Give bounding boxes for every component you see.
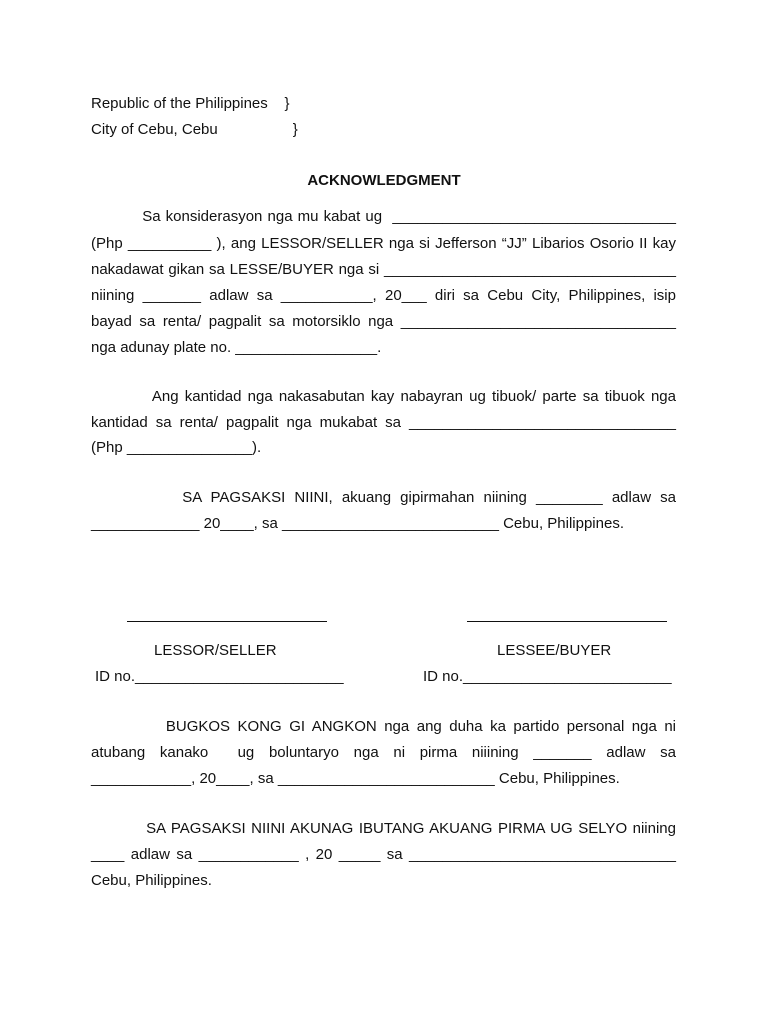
lessee-signature-line: [467, 621, 667, 622]
para1-line1: Sa konsiderasyon nga mu kabat ug __________________________________: [91, 208, 676, 225]
para1-line2: (Php __________ ), ang LESSOR/SELLER nga si Jefferson “JJ” Libarios Osorio II kay: [91, 235, 676, 252]
para1-line6: nga adunay plate no. _________________.: [91, 339, 382, 356]
para4-line2: atubang kanako ug boluntaryo nga ni pirma niiining _______ adlaw sa: [91, 744, 676, 761]
lessee-label: LESSEE/BUYER: [497, 642, 612, 659]
para2-line2: kantidad sa renta/ pagpalit nga mukabat sa ________________________________: [91, 414, 676, 431]
para4-line1: BUGKOS KONG GI ANGKON nga ang duha ka partido personal nga ni: [91, 718, 676, 735]
para3-line1: SA PAGSAKSI NIINI, akuang gipirmahan niining ________ adlaw sa: [91, 489, 676, 506]
para5-line1: SA PAGSAKSI NIINI AKUNAG IBUTANG AKUANG PIRMA UG SELYO niining: [91, 820, 676, 837]
lessor-signature-line: [127, 621, 327, 622]
para1-line4: niining _______ adlaw sa ___________, 20___ diri sa Cebu City, Philippines, isip: [91, 287, 676, 304]
document-title: ACKNOWLEDGMENT: [307, 172, 461, 189]
header-republic: Republic of the Philippines }: [91, 95, 290, 112]
header-city: City of Cebu, Cebu }: [91, 121, 298, 138]
para2-line3: (Php _______________).: [91, 439, 262, 456]
para2-line1: Ang kantidad nga nakasabutan kay nabayran ug tibuok/ parte sa tibuok nga: [91, 388, 676, 405]
lessor-id-field: ID no._________________________: [95, 668, 344, 685]
lessee-id-field: ID no._________________________: [423, 668, 672, 685]
lessor-label: LESSOR/SELLER: [154, 642, 277, 659]
para3-line2: _____________ 20____, sa __________________________ Cebu, Philippines.: [91, 515, 624, 532]
para5-line3: Cebu, Philippines.: [91, 872, 212, 889]
para4-line3: ____________, 20____, sa __________________________ Cebu, Philippines.: [91, 770, 620, 787]
para5-line2: ____ adlaw sa ____________ , 20 _____ sa ________________________________: [91, 846, 676, 863]
para1-line5: bayad sa renta/ pagpalit sa motorsiklo nga _________________________________: [91, 313, 676, 330]
para1-line3: nakadawat gikan sa LESSE/BUYER nga si ___________________________________: [91, 261, 676, 278]
